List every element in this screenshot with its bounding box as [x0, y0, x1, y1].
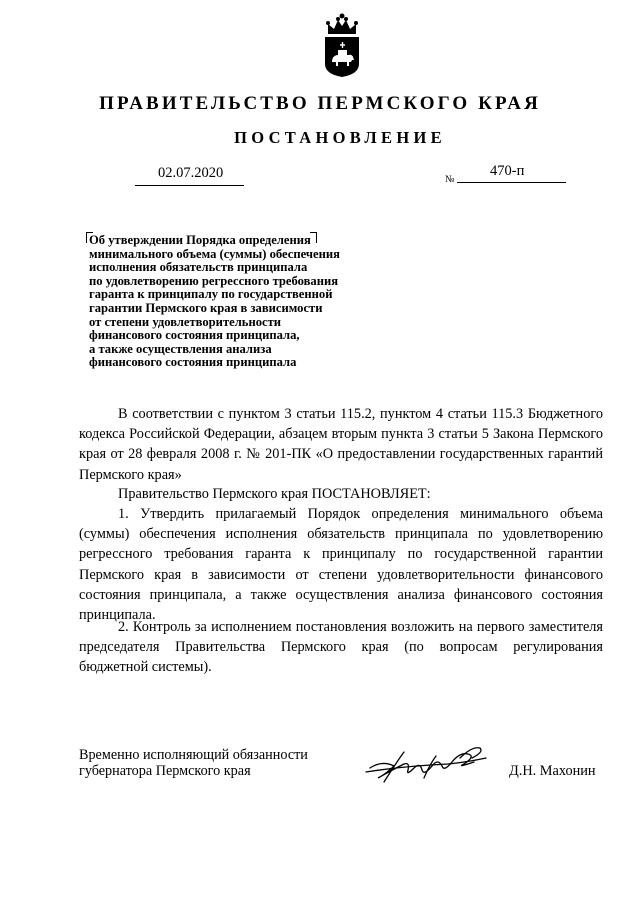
- resolution-item-1: 1. Утвердить прилагаемый Порядок определения минимального объема (суммы) обеспечения исполнения обязательств принципала по удовлетворению регрессного требования гаранта к принципалу по государственной гарантии Пермского края в зависимости от степени удовлетворительности финансового состояния принципала, а также осуществления анализа финансового состояния принципала.: [79, 506, 603, 624]
- preamble-paragraph: В соответствии с пунктом 3 статьи 115.2, пунктом 4 статьи 115.3 Бюджетного кодекса Российской Федерации, абзацем вторым пункта 3 статьи 5 Закона Пермского края от 28 февраля 2008 г. № 201-ПК «О предоставлении государственных гарантий Пермского края»: [79, 406, 603, 483]
- subject-line: гаранта к принципалу по государственной: [89, 287, 333, 302]
- document-date: 02.07.2020: [158, 165, 224, 181]
- subject-line: исполнения обязательств принципала: [89, 260, 308, 275]
- subject-line: от степени удовлетворительности: [89, 314, 282, 329]
- document-number: 470-п: [490, 163, 525, 179]
- subject-line: а также осуществления анализа: [89, 341, 272, 356]
- subject-line: финансового состояния принципала,: [89, 328, 300, 343]
- subject-line: Об утверждении Порядка определения: [89, 233, 311, 247]
- date-underline: [135, 185, 244, 186]
- coat-of-arms-icon: [322, 12, 362, 78]
- signature-icon: [364, 742, 490, 786]
- subject-line: гарантии Пермского края в зависимости: [89, 300, 323, 315]
- number-sign: №: [445, 174, 455, 185]
- subject-line: по удовлетворению регрессного требования: [89, 273, 339, 288]
- document-type: ПОСТАНОВЛЕНИЕ: [234, 128, 446, 147]
- subject-line: минимального объема (суммы) обеспечения: [89, 246, 340, 261]
- document-subject: [89, 234, 409, 370]
- signer-position-line: Временно исполняющий обязанности: [79, 747, 308, 763]
- signer-position: [79, 748, 308, 779]
- resolves-paragraph: Правительство Пермского края ПОСТАНОВЛЯЕТ:: [118, 486, 431, 502]
- signer-position-line: губернатора Пермского края: [79, 762, 251, 779]
- resolution-item-2: 2. Контроль за исполнением постановления возложить на первого заместителя председателя Правительства Пермского края (по вопросам регулирования бюджетной системы).: [79, 619, 603, 676]
- org-title: ПРАВИТЕЛЬСТВО ПЕРМСКОГО КРАЯ: [99, 93, 541, 114]
- subject-line: финансового состояния принципала: [89, 355, 297, 370]
- number-underline: [457, 182, 566, 183]
- signer-name: Д.Н. Махонин: [509, 763, 596, 779]
